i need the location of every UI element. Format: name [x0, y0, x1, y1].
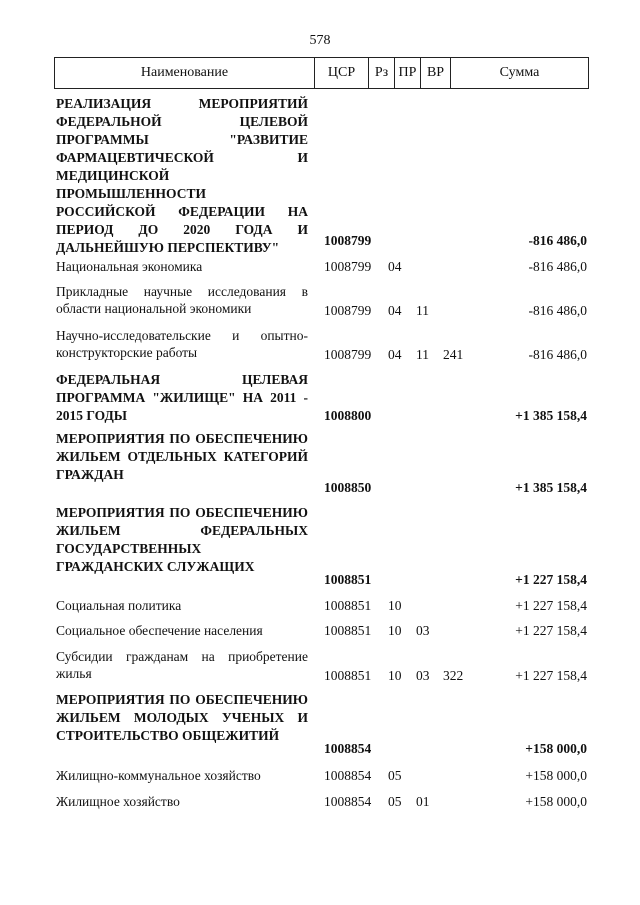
table-row	[54, 597, 589, 614]
row-name: Жилищное хозяйство	[56, 794, 180, 809]
row-name: Научно-исследовательские и опытно-конструкторские работы	[56, 328, 308, 360]
row-pr: 03	[416, 623, 430, 638]
row-csr: 1008799	[324, 233, 372, 248]
row-name: РЕАЛИЗАЦИЯ МЕРОПРИЯТИЙ ФЕДЕРАЛЬНОЙ ЦЕЛЕВОЙ ПРОГРАММЫ "РАЗВИТИЕ ФАРМАЦЕВТИЧЕСКОЙ И МЕДИЦИНСКОЙ ПРОМЫШЛЕННОСТИ РОССИЙСКОЙ ФЕДЕРАЦИИ НА ПЕРИОД ДО 2020 ГОДА И ДАЛЬНЕЙШУЮ ПЕРСПЕКТИВУ"	[56, 96, 308, 255]
row-vr: 241	[443, 347, 464, 362]
row-name: МЕРОПРИЯТИЯ ПО ОБЕСПЕЧЕНИЮ ЖИЛЬЕМ ОТДЕЛЬНЫХ КАТЕГОРИЙ ГРАЖДАН	[56, 431, 308, 482]
row-pr: 11	[416, 303, 429, 318]
row-rz: 10	[388, 623, 402, 638]
table-row	[54, 793, 589, 810]
table-row	[54, 622, 589, 639]
row-sum: +158 000,0	[525, 768, 587, 783]
row-csr: 1008854	[324, 741, 372, 756]
row-csr: 1008800	[324, 408, 372, 423]
table-row	[54, 95, 589, 255]
table-row	[54, 767, 589, 784]
row-csr: 1008850	[324, 480, 372, 495]
row-rz: 05	[388, 794, 402, 809]
row-rz: 10	[388, 598, 402, 613]
row-name: Социальная политика	[56, 598, 182, 613]
row-csr: 1008851	[324, 668, 372, 683]
table-row	[54, 371, 589, 424]
row-csr: 1008851	[324, 572, 372, 587]
table-header	[54, 57, 589, 89]
header-vr: ВР	[421, 58, 451, 88]
header-name: Наименование	[55, 58, 315, 88]
row-sum: +1 385 158,4	[515, 408, 587, 423]
row-name: Национальная экономика	[56, 259, 203, 274]
row-pr: 01	[416, 794, 430, 809]
row-name: ФЕДЕРАЛЬНАЯ ЦЕЛЕВАЯ ПРОГРАММА "ЖИЛИЩЕ" НА 2011 - 2015 ГОДЫ	[56, 372, 308, 423]
row-name: Субсидии гражданам на приобретение жилья	[56, 649, 308, 681]
row-rz: 05	[388, 768, 402, 783]
row-csr: 1008851	[324, 598, 372, 613]
row-csr: 1008851	[324, 623, 372, 638]
row-rz: 10	[388, 668, 402, 683]
row-rz: 04	[388, 259, 402, 274]
row-sum: -816 486,0	[528, 303, 587, 318]
row-csr: 1008799	[324, 303, 372, 318]
table-row	[54, 648, 589, 684]
table-row	[54, 283, 589, 319]
row-sum: +1 227 158,4	[515, 598, 587, 613]
table-row	[54, 430, 589, 496]
row-pr: 11	[416, 347, 429, 362]
row-rz: 04	[388, 303, 402, 318]
row-csr: 1008799	[324, 259, 372, 274]
header-csr: ЦСР	[315, 58, 369, 88]
row-sum: -816 486,0	[528, 347, 587, 362]
row-sum: -816 486,0	[528, 233, 587, 248]
row-sum: -816 486,0	[528, 259, 587, 274]
row-pr: 03	[416, 668, 430, 683]
row-sum: +158 000,0	[525, 741, 587, 756]
row-vr: 322	[443, 668, 464, 683]
row-sum: +1 227 158,4	[515, 668, 587, 683]
row-csr: 1008799	[324, 347, 372, 362]
row-name: Социальное обеспечение населения	[56, 623, 263, 638]
header-rz: Рз	[369, 58, 395, 88]
row-sum: +158 000,0	[525, 794, 587, 809]
table-row	[54, 258, 589, 275]
row-name: МЕРОПРИЯТИЯ ПО ОБЕСПЕЧЕНИЮ ЖИЛЬЕМ МОЛОДЫХ УЧЕНЫХ И СТРОИТЕЛЬСТВО ОБЩЕЖИТИЙ	[56, 692, 308, 743]
table-row	[54, 691, 589, 757]
row-rz: 04	[388, 347, 402, 362]
table-row	[54, 327, 589, 363]
row-name: Жилищно-коммунальное хозяйство	[56, 768, 261, 783]
row-sum: +1 227 158,4	[515, 623, 587, 638]
row-sum: +1 385 158,4	[515, 480, 587, 495]
header-sum: Сумма	[499, 65, 540, 80]
page-number: 578	[309, 33, 331, 48]
header-pr: ПР	[395, 58, 421, 88]
row-sum: +1 227 158,4	[515, 572, 587, 587]
row-name: МЕРОПРИЯТИЯ ПО ОБЕСПЕЧЕНИЮ ЖИЛЬЕМ ФЕДЕРАЛЬНЫХ ГОСУДАРСТВЕННЫХ ГРАЖДАНСКИХ СЛУЖАЩИХ	[56, 505, 308, 574]
row-name: Прикладные научные исследования в области национальной экономики	[56, 284, 308, 316]
table-row	[54, 504, 589, 588]
row-csr: 1008854	[324, 768, 372, 783]
row-csr: 1008854	[324, 794, 372, 809]
